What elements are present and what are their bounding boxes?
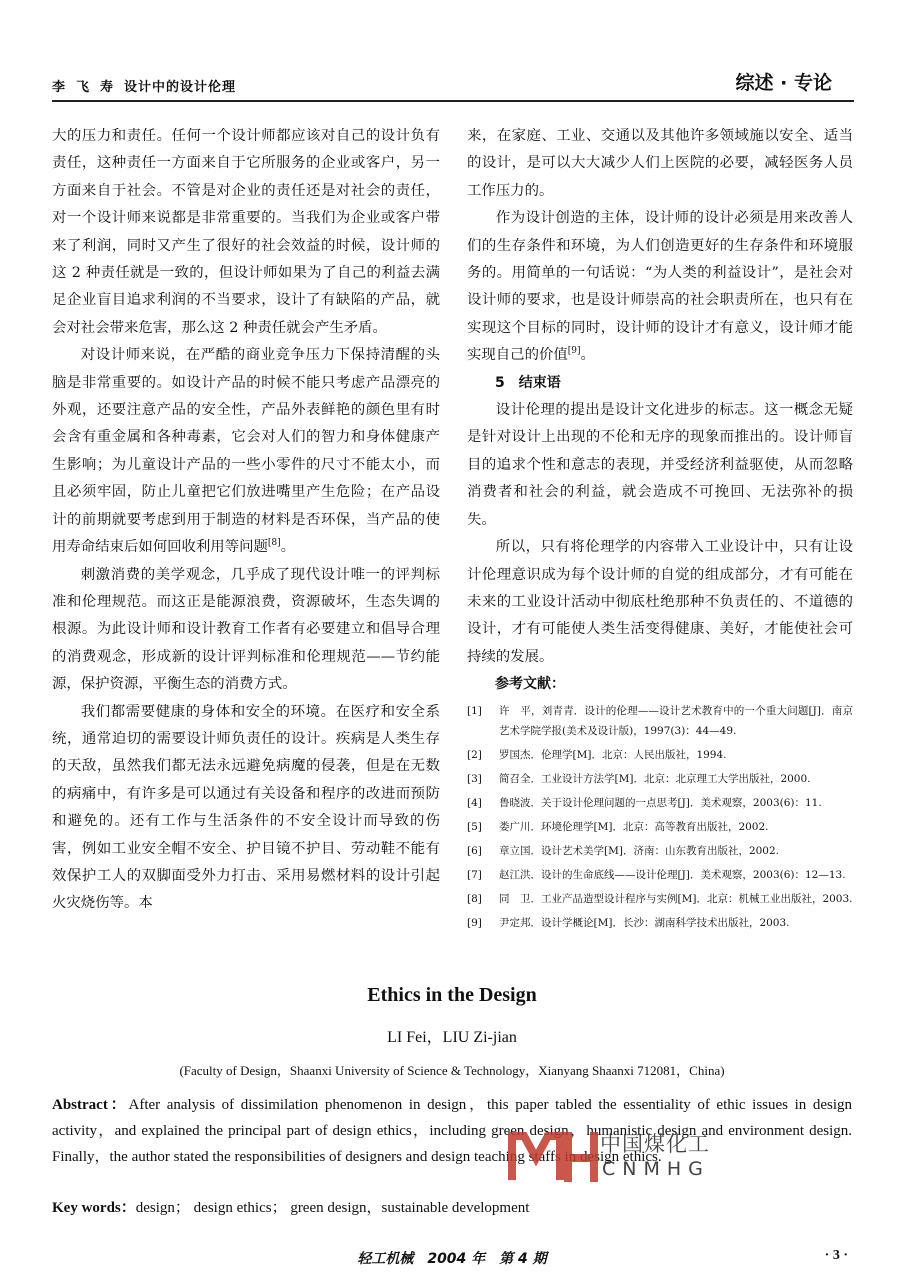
reference-number: [8] (467, 892, 482, 905)
author-given-2: 寿 (100, 80, 115, 95)
reference-text: 罗国杰．伦理学[M]．北京：人民出版社，1994. (499, 748, 727, 761)
english-affiliation: (Faculty of Design，Shaanxi University of Science & Technology，Xianyang Shaanxi 712081，China) (179, 1063, 725, 1078)
header-author-title (52, 76, 246, 95)
reference-number: [3] (467, 772, 482, 785)
reference-item (467, 913, 853, 933)
reference-item (467, 865, 853, 885)
reference-text: 娄广川．环境伦理学[M]．北京：高等教育出版社，2002. (499, 820, 769, 833)
paragraph-with-citation: 对设计师来说，在严酷的商业竞争压力下保持清醒的头脑是非常重要的。如设计产品的时候不能只考虑产品漂亮的外观，还要注意产品的安全性，产品外表鲜艳的颜色里有时会含有重金属和各种毒素，它会对人们的智力和身体健康产生影响；为儿童设计产品的一些小零件的尺寸不能太小，而且必须牢固，防止儿童把它们放进嘴里产生危险；在产品设计的前期就要考虑到用于制造的材料是否环保，当产品的使用寿命结束后如何回收利用等问题[8]。 (52, 347, 440, 556)
reference-number: [5] (467, 820, 482, 833)
reference-item (467, 889, 853, 909)
paragraph: 大的压力和责任。任何一个设计师都应该对自己的设计负有责任，这种责任一方面来自于它所服务的企业或客户，另一方面来自于社会。不管是对企业的责任还是对社会的责任，对一个设计师来说都是非常重要的。当我们为企业或客户带来了利润，同时又产生了很好的社会效益的时候，设计师的这 2 种责任就是一致的，但设计师如果为了自己的利益去满足企业盲目追求利润的不当要求，设计了有缺陷的产品，就会对社会带来危害，那么这 2 种责任就会产生矛盾。 (52, 128, 440, 336)
paragraph-text: 对设计师来说，在严酷的商业竞争压力下保持清醒的头脑是非常重要的。如设计产品的时候不能只考虑产品漂亮的外观，还要注意产品的安全性，产品外表鲜艳的颜色里有时会含有重金属和各种毒素，它会对人们的智力和身体健康产生影响；为儿童设计产品的一些小零件的尺寸不能太小，而且必须牢固，防止儿童把它们放进嘴里产生危险；在产品设计的前期就要考虑到用于制造的材料是否环保，当产品的使用寿命结束后如何回收利用等问题 (52, 347, 440, 556)
reference-text: 尹定邦．设计学概论[M]．长沙：湖南科学技术出版社，2003. (499, 916, 790, 929)
reference-number: [6] (467, 844, 482, 857)
reference-text: 章立国．设计艺术美学[M]．济南：山东教育出版社，2002. (499, 844, 780, 857)
reference-text: 同 卫．工业产品造型设计程序与实例[M]．北京：机械工业出版社，2003. (499, 892, 853, 905)
reference-number: [2] (467, 748, 482, 761)
section-number: 5 (495, 374, 505, 391)
english-keywords (52, 1196, 852, 1217)
author-given-1: 飞 (76, 80, 91, 95)
abstract-label: Abstract： (52, 1097, 129, 1113)
reference-item (467, 769, 853, 789)
reference-number: [1] (467, 704, 482, 717)
paragraph: 刺激消费的美学观念，几乎成了现代设计唯一的评判标准和伦理规范。而这正是能源浪费，资源破坏，生态失调的根源。为此设计师和设计教育工作者有必要建立和倡导合理的消费观念，形成新的设计评判标准和伦理规范——节约能源，保护资源，平衡生态的消费方式。 (52, 566, 440, 693)
watermark-logo (508, 1128, 808, 1188)
citation: [9] (567, 346, 581, 357)
reference-item (467, 817, 853, 837)
paragraph-with-citation: 作为设计创造的主体，设计师的设计必须是用来改善人们的生存条件和环境，为人们创造更好的生存条件和环境服务的。用简单的一句话说：“为人类的利益设计”，是社会对设计师的要求，也是设计师崇高的社会职责所在，也只有在实现这个目标的同时，设计师的设计才有意义，设计师才能实现自己的价值[9]。 (467, 210, 853, 364)
english-title: Ethics in the Design (367, 984, 537, 1006)
reference-text: 简召全．工业设计方法学[M]．北京：北京理工大学出版社，2000. (499, 772, 811, 785)
cnmhg-logo-icon (508, 1128, 598, 1184)
header-rule (52, 100, 854, 102)
references-title: 参考文献： (495, 676, 565, 693)
reference-text: 赵江洪．设计的生命底线——设计伦理[J]．美术观察，2003(6)：12—13. (499, 868, 846, 881)
running-title: 设计中的设计伦理 (124, 80, 237, 95)
watermark-en-text: CNMHG (602, 1158, 710, 1180)
section-heading (467, 370, 853, 397)
paragraph: 来，在家庭、工业、交通以及其他许多领域施以安全、适当的设计，是可以大大减少人们上医院的必要，减轻医务人员工作压力的。 (467, 128, 853, 199)
abstract-text: After analysis of dissimilation phenomenon in design，this paper tabled the essentiality of ethic issues in design activity，and explained the principal part of design ethics，including green design，humanistic design and environment design. Finally，the author stated the responsibilities of designers and design teaching staffs in design ethics. (52, 1097, 852, 1165)
paragraph-text: 作为设计创造的主体，设计师的设计必须是用来改善人们的生存条件和环境，为人们创造更好的生存条件和环境服务的。用简单的一句话说：“为人类的利益设计”，是社会对设计师的要求，也是设计师崇高的社会职责所在，也只有在实现这个目标的同时，设计师的设计才有意义，设计师才能实现自己的价值 (467, 210, 853, 364)
watermark-cn-text: 中国煤化工 (600, 1132, 710, 1156)
page-number: · 3 · (824, 1248, 848, 1263)
english-authors: LI Fei，LIU Zi-jian (387, 1029, 517, 1046)
author-surname: 李 (52, 80, 67, 95)
keywords-text: design； design ethics； green design，sustainable development (135, 1200, 530, 1216)
running-header (52, 72, 832, 98)
journal-info: 轻工机械 2004 年 第 4 期 (357, 1251, 547, 1267)
keywords-label: Key words： (52, 1200, 136, 1216)
reference-item (467, 793, 853, 813)
reference-item (467, 841, 853, 861)
paragraph: 设计伦理的提出是设计文化进步的标志。这一概念无疑是针对设计上出现的不伦和无序的现象而推出的。设计师盲目的追求个性和意志的表现，并受经济利益驱使，从而忽略消费者和社会的利益，就会造成不可挽回、无法弥补的损失。 (467, 402, 853, 528)
reference-number: [9] (467, 916, 482, 929)
reference-text: 许 平，刘青青．设计的伦理——设计艺术教育中的一个重大问题[J]．南京艺术学院学报(美术及设计版)，1997(3)：44—49. (499, 704, 853, 737)
reference-text: 鲁晓波．关于设计伦理问题的一点思考[J]．美术观察，2003(6)：11. (499, 796, 822, 809)
reference-number: [4] (467, 796, 482, 809)
paragraph: 所以，只有将伦理学的内容带入工业设计中，只有让设计伦理意识成为每个设计师的自觉的组成部分，才有可能在未来的工业设计活动中彻底杜绝那种不负责任的、不道德的设计，才有可能使人类生活变得健康、美好，才能使社会可持续的发展。 (467, 539, 853, 665)
left-column (52, 123, 440, 918)
reference-item (467, 745, 853, 765)
section-title: 结束语 (518, 374, 561, 391)
reference-item (467, 701, 853, 741)
column-name: 综述 · 专论 (735, 72, 832, 94)
reference-list (467, 701, 853, 933)
citation: [8] (267, 538, 281, 549)
paragraph: 我们都需要健康的身体和安全的环境。在医疗和安全系统，通常迫切的需要设计师负责任的设计。疾病是人类生存的天敌，虽然我们都无法永远避免病魔的侵袭，但是在无数的病痛中，有许多是可以通过有关设备和程序的改进而预防和避免的。还有工作与生活条件的不安全设计而导致的伤害，例如工业安全帽不安全、护目镜不护目、劳动鞋不能有效保护工人的双脚面受外力打击、采用易燃材料的设计引起火灾烧伤等。本 (52, 703, 440, 912)
right-column (467, 123, 853, 937)
reference-number: [7] (467, 868, 482, 881)
